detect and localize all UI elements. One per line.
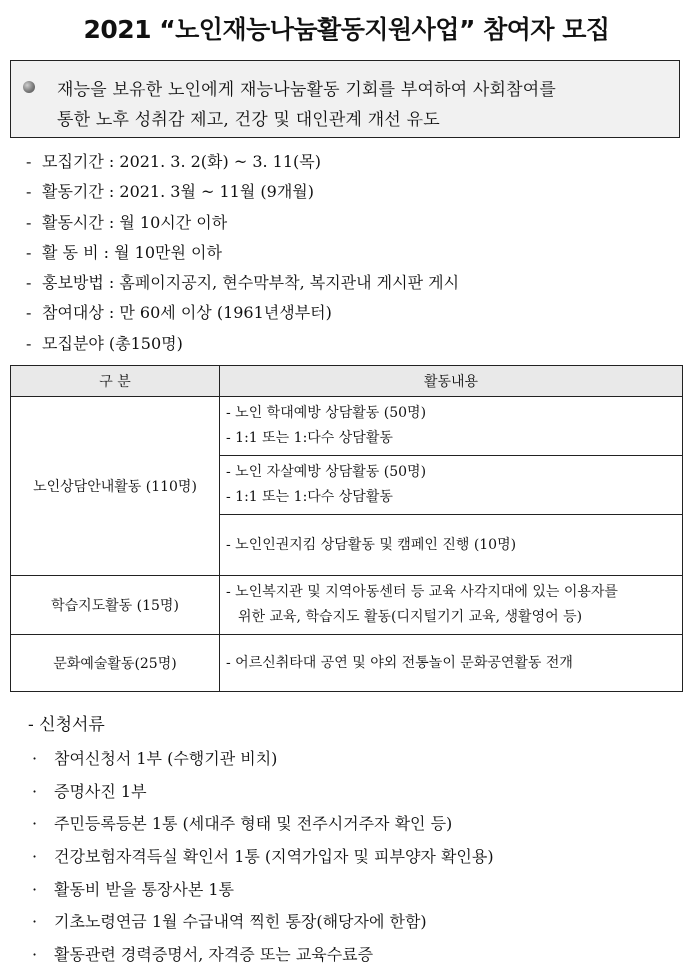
table-row	[11, 576, 683, 635]
table-row	[11, 397, 683, 456]
info-item: - 활 동 비 : 월 10만원 이하	[26, 242, 222, 262]
content-cell	[220, 635, 683, 692]
content-line: 위한 교육, 학습지도 활동(디지털기기 교육, 생활영어 등)	[238, 609, 583, 625]
column-header-content: 활동내용	[220, 366, 683, 397]
table-header-row	[11, 366, 683, 397]
bullet-icon	[23, 81, 35, 93]
content-cell	[220, 515, 683, 576]
info-item: - 활동시간 : 월 10시간 이하	[26, 212, 228, 232]
content-line: - 노인복지관 및 지역아동센터 등 교육 사각지대에 있는 이용자를	[226, 584, 618, 600]
content-cell	[220, 397, 683, 456]
documents-heading: - 신청서류	[28, 715, 105, 735]
content-line: - 1:1 또는 1:다수 상담활동	[226, 489, 393, 505]
summary-line-1: 재능을 보유한 노인에게 재능나눔활동 기회를 부여하여 사회참여를	[57, 80, 557, 100]
summary-line-2: 통한 노후 성취감 제고, 건강 및 대인관계 개선 유도	[57, 110, 440, 130]
info-item: - 홍보방법 : 홈페이지공지, 현수막부착, 복지관내 게시판 게시	[26, 273, 460, 293]
document-item: · 주민등록등본 1통 (세대주 형태 및 전주시거주자 확인 등)	[32, 814, 453, 834]
content-line: - 노인인권지킴 상담활동 및 캠페인 진행 (10명)	[226, 536, 517, 553]
category-cell: 노인상담안내활동 (110명)	[11, 397, 220, 576]
activity-table	[10, 365, 683, 692]
table-row	[11, 635, 683, 692]
content-cell	[220, 456, 683, 515]
content-line: - 노인 자살예방 상담활동 (50명)	[226, 464, 427, 480]
document-item: · 건강보험자격득실 확인서 1통 (지역가입자 및 피부양자 확인용)	[32, 847, 494, 867]
info-list	[26, 147, 459, 359]
content-line: - 1:1 또는 1:다수 상담활동	[226, 430, 393, 446]
document-item: · 활동관련 경력증명서, 자격증 또는 교육수료증	[32, 945, 374, 965]
page-title: 2021 “노인재능나눔활동지원사업” 참여자 모집	[83, 15, 610, 44]
document-item: · 증명사진 1부	[32, 781, 147, 801]
info-item: - 활동기간 : 2021. 3월 ~ 11월 (9개월)	[26, 182, 314, 202]
content-cell	[220, 576, 683, 635]
documents-list	[28, 707, 494, 972]
column-header-category: 구 분	[11, 366, 220, 397]
info-item: - 참여대상 : 만 60세 이상 (1961년생부터)	[26, 303, 332, 323]
document-item: · 참여신청서 1부 (수행기관 비치)	[32, 749, 278, 768]
content-line: - 노인 학대예방 상담활동 (50명)	[226, 405, 427, 421]
document-item: · 기초노령연금 1월 수급내역 찍힌 통장(해당자에 한함)	[32, 912, 427, 932]
category-cell: 학습지도활동 (15명)	[11, 576, 220, 635]
info-item: - 모집기간 : 2021. 3. 2(화) ~ 3. 11(목)	[26, 152, 321, 171]
summary-box	[10, 60, 680, 138]
category-cell: 문화예술활동(25명)	[11, 635, 220, 692]
content-line: - 어르신취타대 공연 및 야외 전통놀이 문화공연활동 전개	[226, 654, 573, 671]
document-item: · 활동비 받을 통장사본 1통	[32, 879, 234, 899]
info-item: - 모집분야 (총150명)	[26, 333, 183, 353]
